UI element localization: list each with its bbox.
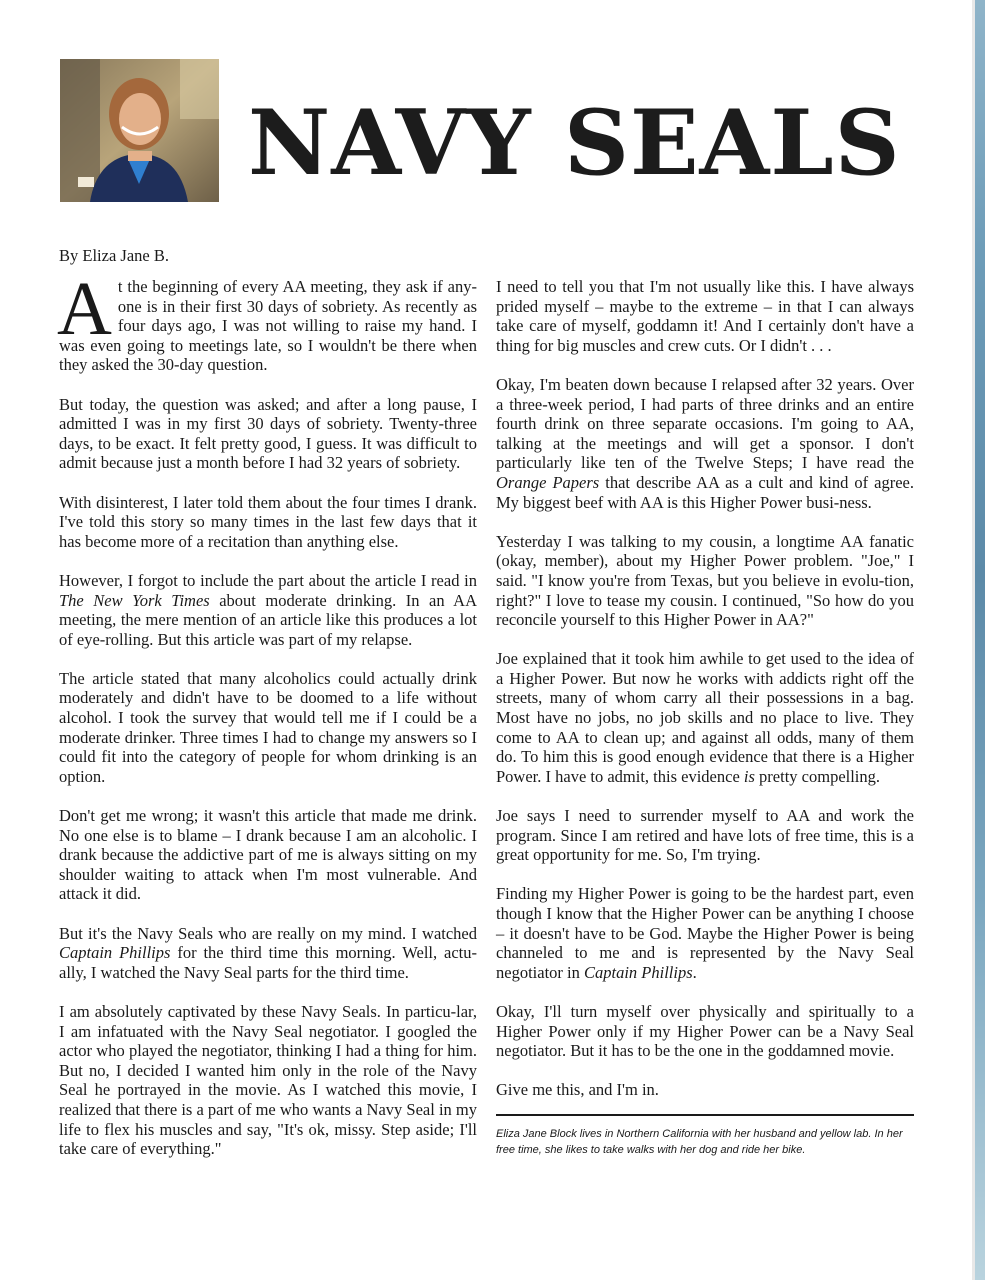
- paragraph: Finding my Higher Power is going to be the hardest part, even though I know that the Higher Power can be anything I choose – it doesn't have to be God. Maybe the Higher Power is being channeled to me and is represented by the Navy Seal negotiator in Captain Phillips.: [496, 884, 914, 982]
- paragraph: At the beginning of every AA meeting, they ask if any-one is in their first 30 days of sobriety. As recently as four days ago, I was not willing to raise my hand. I was even going to meetings late, so I wouldn't be there when they asked the 30-day question.: [57, 267, 477, 375]
- paragraph: Joe explained that it took him awhile to get used to the idea of a Higher Power. But now he works with addicts right off the streets, many of whom carry all their possessions in a bag. Most have no jobs, no job skills and no place to live. They come to AA to clean up; and against all odds, many of them do. To him this is good enough evidence that there is a Higher Power. I have to admit, this evidence is pretty compelling.: [496, 649, 914, 786]
- drop-cap: A: [57, 267, 112, 351]
- paragraph: Okay, I'll turn myself over physically and spiritually to a Higher Power only if my Higher Power can be a Navy Seal negotiator. But it has to be the one in the goddamned movie.: [496, 1001, 914, 1061]
- article-column-right: [496, 277, 914, 1158]
- author-photo-illustration: [60, 59, 219, 202]
- paragraph: However, I forgot to include the part about the article I read in The New York Times about moderate drinking. In an AA meeting, the mere mention of an article like this produces a lot of eye-rolling. But this article was part of my relapse.: [59, 570, 477, 649]
- paragraph: The article stated that many alcoholics could actually drink moderately and didn't have to be doomed to a life without alcohol. I took the survey that would tell me if I could be a moderate drinker. Three times I had to change my answers so I could fit into the category of people for whom drinking is an option.: [59, 668, 477, 786]
- paragraph: Give me this, and I'm in.: [496, 1080, 659, 1100]
- paragraph: Okay, I'm beaten down because I relapsed after 32 years. Over a three-week period, I had parts of three drinks and an entire fourth drink on three separate occasions. I'm going to AA, talking at the meetings and will get a sponsor. I don't particularly like ten of the Twelve Steps; I have read the Orange Papers that describe AA as a cult and kind of agree. My biggest beef with AA is this Higher Power busi-ness.: [496, 374, 915, 512]
- paragraph: I am absolutely captivated by these Navy Seals. In particu-lar, I am infatuated with the Navy Seal negotiator. I googled the actor who played the negotiator, thinking I had a thing for him. But no, I decided I wanted him only in the role of the Navy Seal he portrayed in the movie. As I watched this movie, I realized that there is a part of me who wants a Navy Seal in my life to flex his muscles and say, "It's ok, missy. Step aside; I'll take care of everything.": [59, 1001, 477, 1159]
- page-title: NAVY SEALS: [248, 90, 901, 196]
- page-edge: [975, 0, 985, 1280]
- paragraph: Yesterday I was talking to my cousin, a longtime AA fanatic (okay, member), about my Higher Power problem. "Joe," I said. "I know you're from Texas, but you believe in evolu-tion, right?" I love to tease my cousin. I continued, "So how do you reconcile yourself to this Higher Power in AA?": [496, 531, 914, 630]
- paragraph: Joe says I need to surrender myself to AA and work the program. Since I am retired and have lots of free time, this is a great opportunity for me. So, I'm trying.: [496, 806, 914, 865]
- paragraph: Don't get me wrong; it wasn't this article that made me drink. No one else is to blame – I drank because I am an alcoholic. I drank because the addictive part of me is always sitting on my shoulder waiting to attack when I'm most vulnerable. And attack it did.: [59, 806, 477, 904]
- byline: By Eliza Jane B.: [59, 246, 169, 265]
- paragraph: With disinterest, I later told them about the four times I drank. I've told this story so many times in the last few days that it has become more of a recitation than anything else.: [59, 492, 477, 551]
- article-column-left: [57, 267, 477, 1178]
- bio-divider: [496, 1114, 914, 1116]
- paragraph: But it's the Navy Seals who are really on my mind. I watched Captain Phillips for the third time this morning. Well, actu-ally, I watched the Navy Seal parts for the third time.: [59, 923, 477, 982]
- author-photo: [60, 59, 219, 202]
- paragraph: I need to tell you that I'm not usually like this. I have always prided myself – maybe to the extreme – in that I can always take care of myself, goddamn it! And I certainly don't have a thing for big muscles and crew cuts. Or I didn't . . .: [496, 277, 914, 355]
- paragraph: But today, the question was asked; and after a long pause, I admitted I was in my first 30 days of sobriety. Twenty-three days, to be exact. It felt pretty good, I guess. It was difficult to admit because just a month before I had 32 years of sobriety.: [59, 394, 477, 473]
- author-bio: Eliza Jane Block lives in Northern California with her husband and yellow lab. In her free time, she likes to take walks with her dog and ride her bike.: [496, 1127, 903, 1156]
